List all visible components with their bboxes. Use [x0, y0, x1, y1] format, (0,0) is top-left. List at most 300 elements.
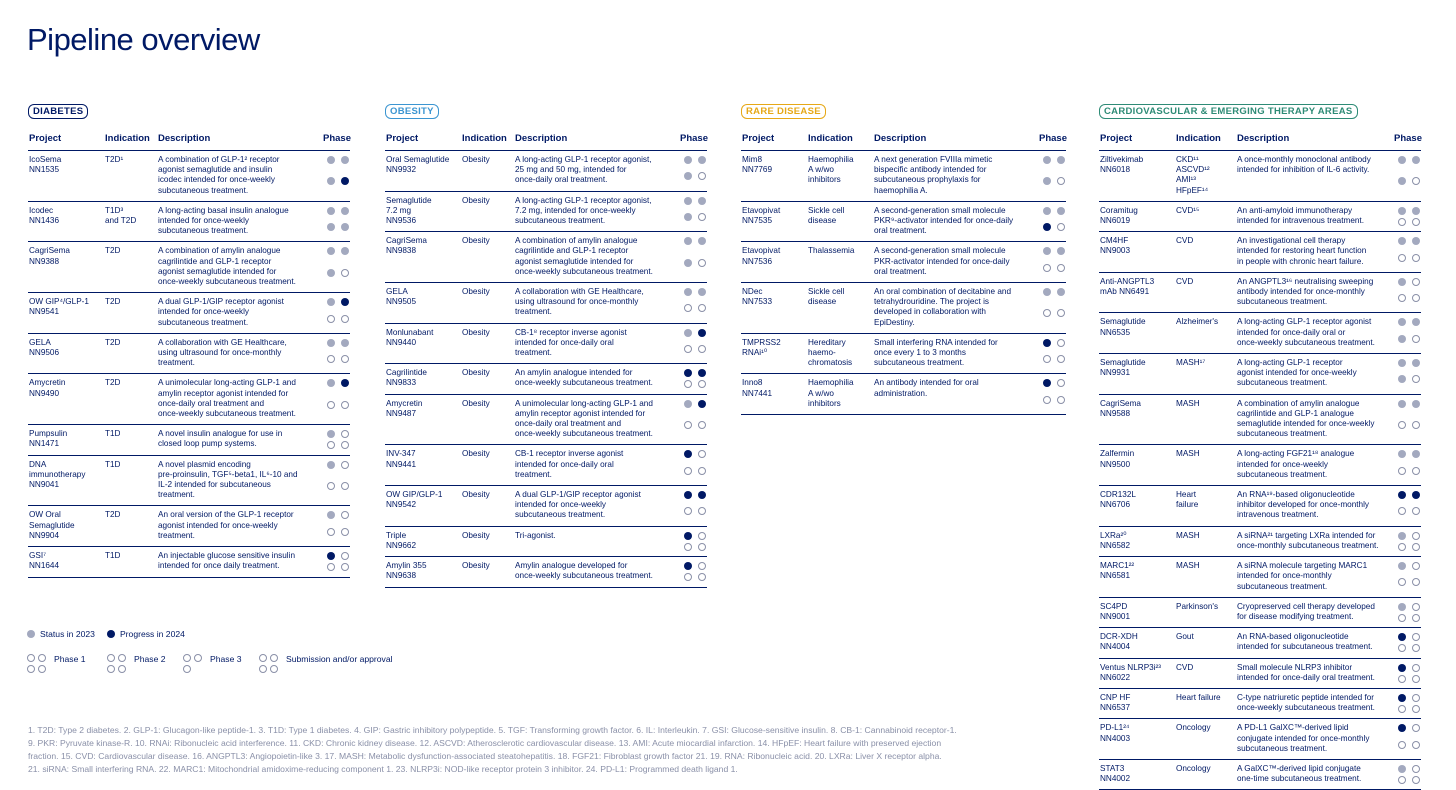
phase-dot-icon	[1412, 375, 1420, 383]
cell-phase	[323, 378, 351, 419]
cell-project	[28, 155, 105, 196]
cell-indication	[105, 378, 158, 419]
project-line: CagriSema	[29, 246, 70, 256]
description-line: agonist semaglutide intended for	[158, 266, 277, 276]
description-line: A combination of GLP-1² receptor	[158, 155, 280, 164]
description-line: A long-acting GLP-1 receptor agonist,	[515, 155, 652, 164]
cell-phase	[1394, 490, 1422, 521]
project-line: NN9932	[386, 165, 417, 175]
indication-line: Heart	[1176, 490, 1197, 500]
description-line: 25 mg and 50 mg, intended for	[515, 165, 627, 175]
phase-dots	[327, 430, 351, 449]
cell-description	[158, 551, 323, 571]
description-line: bispecific antibody intended for	[874, 165, 987, 175]
phase-dot-icon	[698, 329, 706, 337]
cell-project	[741, 338, 808, 369]
section-cardiovascular	[1099, 101, 1358, 119]
header-indication: Indication	[1176, 133, 1221, 144]
phase-dot-icon	[1412, 218, 1420, 226]
cell-description	[515, 531, 680, 551]
cell-indication	[1176, 399, 1237, 440]
description-line: A collaboration with GE Healthcare,	[515, 287, 644, 297]
phase-dots	[327, 207, 351, 237]
cell-indication	[462, 155, 515, 186]
table-row	[1099, 557, 1421, 598]
description-line: An antibody intended for oral	[874, 378, 979, 388]
phase-dot-icon	[1412, 335, 1420, 343]
project-line: Semaglutide	[29, 520, 75, 530]
project-line: LXRa²⁰	[1100, 530, 1127, 540]
cell-indication	[1176, 277, 1237, 308]
description-line: once-monthly subcutaneous treatment.	[1237, 540, 1379, 550]
phase-dot-icon	[1398, 375, 1406, 383]
phase-dot-icon	[341, 315, 349, 323]
description-line: administration.	[874, 388, 928, 398]
table-row	[1099, 689, 1421, 719]
cell-project	[1099, 277, 1176, 308]
project-line: NN9536	[386, 216, 417, 226]
cell-indication	[462, 531, 515, 551]
cell-phase	[680, 561, 708, 581]
description-line: treatment.	[515, 307, 552, 317]
phase-dots	[684, 329, 708, 359]
phase-dot-icon	[1398, 633, 1406, 641]
phase-dot-icon	[341, 269, 349, 277]
submission-dots-icon	[259, 654, 278, 673]
table-row	[385, 395, 707, 446]
legend-phase2-label: Phase 2	[134, 654, 166, 664]
cell-description	[1237, 399, 1394, 440]
phase-dot-icon	[1412, 318, 1420, 326]
phase-dot-icon	[684, 573, 692, 581]
phase-dot-icon	[327, 207, 335, 215]
cell-phase	[1394, 531, 1422, 551]
phase-dot-icon	[684, 304, 692, 312]
cell-indication	[1176, 490, 1237, 521]
phase-dot-icon	[341, 461, 349, 469]
cell-project	[1099, 723, 1176, 754]
phase-dot-icon	[327, 339, 335, 347]
description-line: intended for once-daily oral	[515, 337, 614, 347]
project-line: DNA	[29, 459, 47, 469]
cell-description	[515, 449, 680, 480]
cell-description	[874, 246, 1039, 277]
description-line: subcutaneous treatment.	[515, 216, 606, 226]
table-row	[385, 232, 707, 283]
phase-dot-icon	[341, 339, 349, 347]
project-line: MARC1²²	[1100, 561, 1135, 571]
cell-project	[385, 449, 462, 480]
description-line: intended for once-weekly	[158, 216, 250, 226]
description-line: intended for once-monthly	[1237, 571, 1332, 581]
cell-phase	[1394, 632, 1422, 652]
description-line: A novel plasmid encoding	[158, 459, 251, 469]
project-line: NN9833	[386, 378, 417, 388]
table-row	[385, 486, 707, 527]
indication-line: T1D	[105, 429, 121, 439]
description-line: once-daily oral treatment and	[515, 419, 622, 429]
cell-indication	[1176, 602, 1237, 622]
project-line: NN6018	[1100, 165, 1131, 175]
description-line: treatment.	[515, 469, 552, 479]
section-label: OBESITY	[385, 104, 439, 119]
project-line: NN9487	[386, 408, 417, 418]
table-row	[1099, 445, 1421, 486]
description-line: oral treatment.	[874, 226, 927, 236]
legend-progress-2024: Progress in 2024	[119, 629, 185, 639]
table-row	[385, 557, 707, 587]
indication-line: Obesity	[462, 490, 490, 500]
project-line: NN7769	[742, 165, 773, 175]
table-row	[1099, 527, 1421, 557]
indication-line: CVD	[1176, 662, 1194, 672]
phase-dots	[1043, 156, 1067, 196]
phase-dot-icon	[1043, 207, 1051, 215]
phase-dots	[684, 450, 708, 480]
indication-line: Heart failure	[1176, 692, 1221, 702]
cell-indication	[1176, 632, 1237, 652]
phase-dot-icon	[1057, 247, 1065, 255]
header-phase: Phase	[1039, 133, 1067, 144]
phase-dots	[1398, 724, 1422, 754]
phase-dot-icon	[684, 380, 692, 388]
description-line: once-daily oral treatment and	[158, 398, 265, 408]
phase-dot-icon	[684, 421, 692, 429]
indication-line: A w/wo	[808, 388, 834, 398]
project-line: NN7441	[742, 388, 773, 398]
phase-dot-icon	[684, 450, 692, 458]
description-line: Cryopreserved cell therapy developed	[1237, 601, 1375, 611]
cell-project	[385, 236, 462, 277]
description-line: once-weekly subcutaneous treatment.	[515, 378, 653, 388]
phase-dot-icon	[1412, 450, 1420, 458]
phase-dot-icon	[1398, 694, 1406, 702]
phase-dot-icon	[684, 156, 692, 164]
table-row	[741, 334, 1066, 375]
cell-indication	[462, 399, 515, 440]
description-line: A PD-L1 GalXC™-derived lipid	[1237, 723, 1349, 733]
cell-description	[158, 460, 323, 501]
indication-line: Oncology	[1176, 763, 1211, 773]
cell-description	[515, 368, 680, 388]
phase-dot-icon	[341, 207, 349, 215]
phase-dot-icon	[1398, 664, 1406, 672]
project-line: CNP HF	[1100, 692, 1131, 702]
cell-phase	[1394, 206, 1422, 226]
project-line: immunotherapy	[29, 469, 86, 479]
description-line: Amylin analogue developed for	[515, 561, 628, 571]
description-line: semaglutide intended for once-weekly	[1237, 419, 1375, 429]
cell-indication	[462, 561, 515, 581]
description-line: IL-2 intended for subcutaneous	[158, 480, 271, 490]
phase-dot-icon	[684, 491, 692, 499]
project-line: NN9001	[1100, 611, 1131, 621]
indication-line: Obesity	[462, 327, 490, 337]
cell-phase	[1039, 287, 1067, 328]
description-line: intended for once-weekly	[515, 500, 607, 510]
cell-indication	[462, 368, 515, 388]
description-line: A dual GLP-1/GIP receptor agonist	[515, 490, 641, 500]
phase-dot-icon	[327, 482, 335, 490]
phase-dots	[327, 156, 351, 196]
description-line: developed in collaboration with	[874, 307, 986, 317]
description-line: A long-acting FGF21¹⁸ analogue	[1237, 449, 1355, 459]
phase-dot-icon	[698, 345, 706, 353]
indication-line: haemo-	[808, 348, 836, 358]
phase-dot-icon	[684, 237, 692, 245]
phase-dot-icon	[327, 441, 335, 449]
phase-dot-icon	[341, 247, 349, 255]
cell-indication	[1176, 723, 1237, 754]
cell-description	[1237, 632, 1394, 652]
indication-line: chromatosis	[808, 358, 853, 368]
cell-description	[874, 206, 1039, 237]
cell-indication	[105, 460, 158, 501]
project-line: Zalfermin	[1100, 449, 1135, 459]
table-header	[385, 133, 707, 151]
cell-indication	[462, 287, 515, 318]
phase-dot-icon	[341, 379, 349, 387]
project-line: CagriSema	[386, 236, 427, 246]
phase-dot-icon	[1057, 339, 1065, 347]
phase-dot-icon	[1398, 177, 1406, 185]
phase-dot-icon	[1412, 724, 1420, 732]
cell-phase	[323, 510, 351, 541]
description-line: A combination of amylin analogue	[1237, 398, 1360, 408]
project-line: IcoSema	[29, 155, 62, 164]
description-line: once-daily oral treatment.	[515, 175, 608, 185]
pipeline-table-diabetes	[28, 133, 350, 578]
description-line: intended for once-daily oral or	[1237, 327, 1346, 337]
phase-dot-icon	[1043, 339, 1051, 347]
project-line: mAb NN6491	[1100, 287, 1150, 297]
phase-dots	[1043, 339, 1067, 369]
project-line: NN9500	[1100, 459, 1131, 469]
phase-dots	[1398, 532, 1422, 551]
cell-phase	[680, 328, 708, 359]
project-line: NN9041	[29, 480, 60, 490]
cell-project	[1099, 155, 1176, 196]
cell-phase	[1039, 338, 1067, 369]
indication-line: CVD	[1176, 276, 1194, 286]
indication-line: AMI¹³	[1176, 175, 1197, 185]
project-line: GELA	[29, 337, 51, 347]
cell-phase	[1394, 723, 1422, 754]
cell-project	[28, 460, 105, 501]
phase-dot-icon	[1412, 675, 1420, 683]
phase-dot-icon	[341, 401, 349, 409]
description-line: cagrilintide and GLP-1 receptor	[515, 246, 629, 256]
project-line: OW GIP/GLP-1	[386, 490, 443, 500]
description-line: antibody intended for once-monthly	[1237, 287, 1365, 297]
project-line: NN9638	[386, 571, 417, 581]
section-obesity	[385, 101, 439, 119]
cell-description	[158, 429, 323, 449]
project-line: NN1535	[29, 165, 60, 175]
phase-dot-icon	[698, 573, 706, 581]
description-line: agonist intended for once-weekly	[1237, 368, 1357, 378]
cell-indication	[462, 449, 515, 480]
phase-dot-icon	[1398, 254, 1406, 262]
legend-status	[27, 629, 185, 639]
table-row	[28, 506, 350, 547]
cell-indication	[105, 246, 158, 287]
cell-project	[1099, 632, 1176, 652]
cell-indication	[105, 155, 158, 196]
project-line: RNAi¹⁰	[742, 348, 768, 358]
phase3-dots-icon	[183, 654, 202, 673]
description-line: treatment.	[158, 490, 195, 500]
phase-dot-icon	[327, 511, 335, 519]
project-line: NN9441	[386, 459, 417, 469]
phase-dot-icon	[341, 430, 349, 438]
footnote-line: fraction. 15. CVD: Cardiovascular disease. 16. ANGPTL3: Angiopoietin-like 3. 17. MASH: Metabolic dysfunction-associated steatohepatitis. 18. FGF21: Fibroblast growth factor 21. 19. RNA: Ribonucleic acid. 20. LXRa: Liver X receptor alpha.	[28, 751, 942, 761]
phase-dot-icon	[1412, 507, 1420, 515]
phase-dot-icon	[1412, 765, 1420, 773]
cell-indication	[808, 338, 874, 369]
phase-dot-icon	[698, 491, 706, 499]
legend-status-2023: Status in 2023	[40, 629, 95, 639]
description-line: 7.2 mg, intended for once-weekly	[515, 205, 636, 215]
phase-dot-icon	[1057, 264, 1065, 272]
cell-project	[28, 551, 105, 571]
description-line: cagrilintide and GLP-1 receptor	[158, 256, 272, 266]
phase-dots	[1398, 207, 1422, 226]
cell-phase	[323, 206, 351, 237]
description-line: treatment.	[158, 358, 195, 368]
phase-dot-icon	[1398, 400, 1406, 408]
pipeline-table-cardiovascular	[1099, 133, 1421, 790]
phase-dots	[1398, 359, 1422, 389]
indication-line: T2D	[105, 510, 121, 520]
description-line: using ultrasound for once-monthly	[158, 348, 282, 358]
cell-phase	[1039, 206, 1067, 237]
navy-dot-icon	[107, 630, 115, 638]
description-line: conjugate intended for once-monthly	[1237, 733, 1370, 743]
phase-dot-icon	[684, 213, 692, 221]
cell-phase	[323, 460, 351, 501]
project-line: OW Oral	[29, 510, 61, 520]
phase-dot-icon	[1398, 156, 1406, 164]
project-line: DCR-XDH	[1100, 632, 1138, 642]
description-line: CB-1⁸ receptor inverse agonist	[515, 327, 627, 337]
phase-dots	[1398, 450, 1422, 480]
table-row	[1099, 273, 1421, 314]
indication-line: MASH	[1176, 398, 1200, 408]
phase-dot-icon	[1398, 776, 1406, 784]
indication-line: Obesity	[462, 287, 490, 297]
project-line: NN9388	[29, 256, 60, 266]
description-line: A siRNA molecule targeting MARC1	[1237, 561, 1368, 571]
phase-dot-icon	[684, 507, 692, 515]
phase-dot-icon	[684, 259, 692, 267]
pipeline-table-rare-disease	[741, 133, 1066, 415]
project-line: Etavopivat	[742, 246, 781, 256]
cell-phase	[680, 490, 708, 521]
phase-dot-icon	[684, 197, 692, 205]
cell-description	[515, 490, 680, 521]
phase-dot-icon	[1412, 294, 1420, 302]
legend-phase1	[27, 654, 86, 673]
indication-line: T1D	[105, 551, 121, 561]
cell-project	[28, 206, 105, 237]
cell-indication	[808, 287, 874, 328]
phase-dot-icon	[1412, 633, 1420, 641]
project-line: NDec	[742, 287, 763, 297]
phase-dots	[1398, 156, 1422, 196]
phase-dot-icon	[341, 223, 349, 231]
cell-project	[385, 328, 462, 359]
description-line: An amylin analogue intended for	[515, 368, 633, 378]
phase-dot-icon	[1412, 278, 1420, 286]
cell-indication	[105, 338, 158, 369]
phase-dot-icon	[1412, 491, 1420, 499]
phase-dot-icon	[1398, 318, 1406, 326]
indication-line: T2D	[105, 378, 121, 388]
phase-dot-icon	[1398, 543, 1406, 551]
project-line: Anti-ANGPTL3	[1100, 276, 1155, 286]
table-row	[1099, 598, 1421, 628]
table-row	[385, 527, 707, 557]
phase-dot-icon	[341, 177, 349, 185]
phase-dots	[684, 369, 708, 388]
cell-project	[1099, 602, 1176, 622]
cell-indication	[808, 206, 874, 237]
project-line: NN7536	[742, 256, 773, 266]
indication-line: MASH¹⁷	[1176, 358, 1206, 368]
description-line: amylin receptor agonist intended for	[158, 388, 289, 398]
phase-dots	[327, 247, 351, 287]
phase-dot-icon	[698, 507, 706, 515]
cell-project	[1099, 490, 1176, 521]
header-description: Description	[1237, 133, 1290, 144]
description-line: subcutaneous treatment.	[1237, 469, 1328, 479]
cell-indication	[105, 429, 158, 449]
indication-line: Hereditary	[808, 337, 846, 347]
project-line: NN9931	[1100, 368, 1131, 378]
cell-indication	[105, 297, 158, 328]
project-line: GELA	[386, 287, 408, 297]
header-project: Project	[386, 133, 419, 144]
phase-dot-icon	[1398, 335, 1406, 343]
cell-project	[1099, 531, 1176, 551]
project-line: Amylin 355	[386, 561, 427, 571]
project-line: GSI⁷	[29, 551, 47, 561]
project-line: Inno8	[742, 378, 763, 388]
description-line: subcutaneous treatment.	[874, 358, 965, 368]
cell-description	[1237, 561, 1394, 592]
indication-line: T1D	[105, 459, 121, 469]
phase-dots	[684, 288, 708, 318]
project-line: NN9003	[1100, 246, 1131, 256]
project-line: NN7535	[742, 216, 773, 226]
table-row	[741, 151, 1066, 202]
project-line: NN9440	[386, 337, 417, 347]
cell-indication	[1176, 764, 1237, 784]
indication-line: Obesity	[462, 236, 490, 246]
phase-dot-icon	[1412, 543, 1420, 551]
header-project: Project	[1100, 133, 1133, 144]
phase-dot-icon	[341, 441, 349, 449]
description-line: An investigational cell therapy	[1237, 236, 1346, 246]
phase-dot-icon	[1398, 507, 1406, 515]
cell-description	[515, 399, 680, 440]
phase-dot-icon	[1057, 207, 1065, 215]
cell-description	[1237, 723, 1394, 754]
description-line: A GalXC™-derived lipid conjugate	[1237, 763, 1361, 773]
cell-indication	[1176, 561, 1237, 592]
phase-dots	[1398, 318, 1422, 348]
